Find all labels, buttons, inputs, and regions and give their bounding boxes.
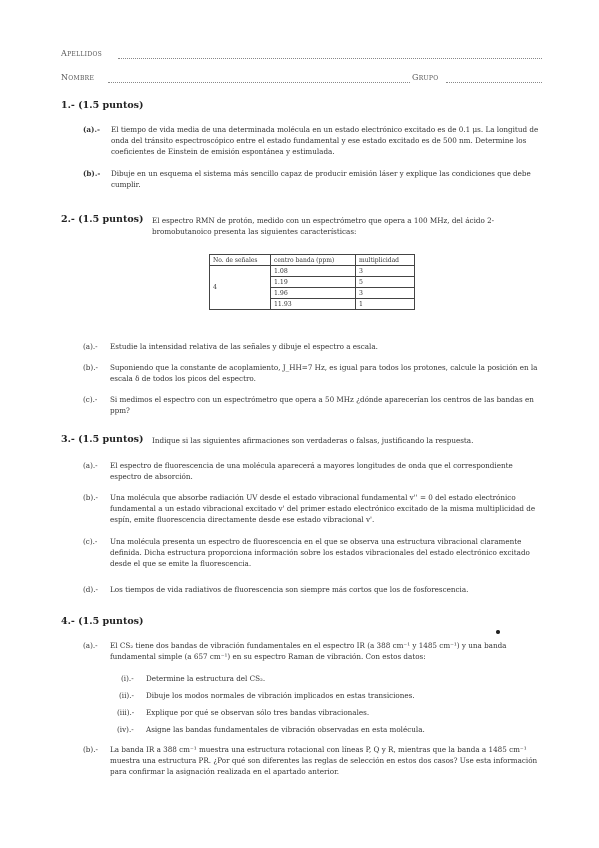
q4-b-text: La banda IR a 388 cm⁻¹ muestra una estructura rotacional con líneas P, Q y R, mientras que la banda a 1485 cm⁻¹ muestra una estructura PR. ¿Por qué son diferentes las reglas de selección en estos dos casos? Use esta información para confirmar la asignación realizada en el apartado anterior. bbox=[110, 745, 538, 776]
q2-c-label: (c).- bbox=[83, 395, 98, 404]
col-center: centro banda (ppm) bbox=[271, 255, 356, 266]
q4-sub-iv-text: Asigne las bandas fundamentales de vibración observadas en esta molécula. bbox=[146, 725, 425, 734]
grupo-line[interactable] bbox=[446, 82, 542, 83]
q1-b-label: (b).- bbox=[83, 169, 101, 178]
nmr-table-header bbox=[210, 255, 415, 266]
col-mult: multiplicidad bbox=[356, 255, 415, 266]
q3-a-text: El espectro de fluorescencia de una molécula aparecerá a mayores longitudes de onda que el correspondiente espectro de absorción. bbox=[110, 461, 513, 481]
q4-sub-ii-text: Dibuje los modos normales de vibración implicados en estas transiciones. bbox=[146, 691, 415, 700]
center-value: 1.08 bbox=[271, 266, 356, 277]
apellidos-label: Apellidos bbox=[61, 49, 103, 58]
q1-title: 1.- (1.5 puntos) bbox=[61, 100, 144, 111]
q4-sub-ii-label: (ii).- bbox=[119, 691, 134, 700]
mult-value: 3 bbox=[356, 266, 415, 277]
q2-intro: El espectro RMN de protón, medido con un espectrómetro que opera a 100 MHz, del ácido 2-bromobutanoico presenta las siguientes características: bbox=[152, 216, 495, 236]
q3-b-text: Una molécula que absorbe radiación UV desde el estado vibracional fundamental v'' = 0 del estado electrónico fundamental a un estado vibracional excitado v' del primer estado electrónico excitado de la misma multiplicidad de espín, emite fluorescencia directamente desde ese estado vibracional v'. bbox=[110, 493, 536, 524]
q3-d-label: (d).- bbox=[83, 585, 98, 594]
center-value: 11.93 bbox=[271, 299, 356, 310]
q3-title: 3.- (1.5 puntos) bbox=[61, 434, 144, 445]
apellidos-line[interactable] bbox=[118, 58, 542, 59]
q4-b-label: (b).- bbox=[83, 745, 98, 754]
q3-b-label: (b).- bbox=[83, 493, 98, 502]
ink-dot-mark bbox=[496, 630, 500, 634]
q3-d-text: Los tiempos de vida radiativos de fluorescencia son siempre más cortos que los de fosforescencia. bbox=[110, 585, 469, 594]
nombre-line[interactable] bbox=[108, 82, 410, 83]
table-row bbox=[210, 266, 415, 277]
signals-count: 4 bbox=[210, 266, 271, 310]
q3-intro: Indique si las siguientes afirmaciones son verdaderas o falsas, justificando la respuesta. bbox=[152, 436, 474, 445]
q3-c-text: Una molécula presenta un espectro de fluorescencia en el que se observa una estructura vibracional claramente definida. Dicha estructura proporciona información sobre los estados vibracionales del estado electrónico excitado desde el que se emite la fluorescencia. bbox=[110, 537, 530, 568]
q2-a-text: Estudie la intensidad relativa de las señales y dibuje el espectro a escala. bbox=[110, 342, 378, 351]
q4-sub-i-text: Determine la estructura del CS₂. bbox=[146, 674, 266, 683]
grupo-label: Grupo bbox=[412, 73, 439, 82]
center-value: 1.19 bbox=[271, 277, 356, 288]
nombre-label: Nombre bbox=[61, 73, 95, 82]
q4-sub-iv-label: (iv).- bbox=[117, 725, 134, 734]
q2-a-label: (a).- bbox=[83, 342, 98, 351]
q4-sub-iii-text: Explique por qué se observan sólo tres bandas vibracionales. bbox=[146, 708, 370, 717]
q2-b-label: (b).- bbox=[83, 363, 98, 372]
mult-value: 5 bbox=[356, 277, 415, 288]
mult-value: 3 bbox=[356, 288, 415, 299]
q3-a-label: (a).- bbox=[83, 461, 98, 470]
q4-title: 4.- (1.5 puntos) bbox=[61, 616, 144, 627]
q1-a-label: (a).- bbox=[83, 125, 100, 134]
q4-sub-iii-label: (iii).- bbox=[117, 708, 135, 717]
q2-c-text: Si medimos el espectro con un espectrómetro que opera a 50 MHz ¿dónde aparecerían los centros de las bandas en ppm? bbox=[110, 395, 534, 415]
q4-sub-i-label: (i).- bbox=[121, 674, 134, 683]
nmr-table bbox=[209, 254, 415, 310]
q2-b-text: Suponiendo que la constante de acoplamiento, J_HH=7 Hz, es igual para todos los protones, calcule la posición en la escala δ de todos los picos del espectro. bbox=[110, 363, 538, 383]
q2-intro-line1 bbox=[152, 215, 542, 237]
q1-b-text: Dibuje en un esquema el sistema más sencillo capaz de producir emisión láser y explique las condiciones que debe cumplir. bbox=[111, 169, 531, 189]
q3-c-label: (c).- bbox=[83, 537, 98, 546]
mult-value: 1 bbox=[356, 299, 415, 310]
q4-a-label: (a).- bbox=[83, 641, 98, 650]
q1-a-text: El tiempo de vida media de una determinada molécula en un estado electrónico excitado es de 0.1 μs. La longitud de onda del tránsito espectroscópico entre el estado fundamental y ese estado excitado es de 500 nm. Determine los coeficientes de Einstein de emisión espontánea y estimulada. bbox=[111, 125, 539, 156]
col-signals: No. de señales bbox=[210, 255, 271, 266]
q2-title: 2.- (1.5 puntos) bbox=[61, 214, 144, 225]
q4-a-text: El CS₂ tiene dos bandas de vibración fundamentales en el espectro IR (a 388 cm⁻¹ y 1485 cm⁻¹) y una banda fundamental simple (a 657 cm⁻¹) en su espectro Raman de vibración. Con estos datos: bbox=[110, 641, 507, 661]
center-value: 1.96 bbox=[271, 288, 356, 299]
